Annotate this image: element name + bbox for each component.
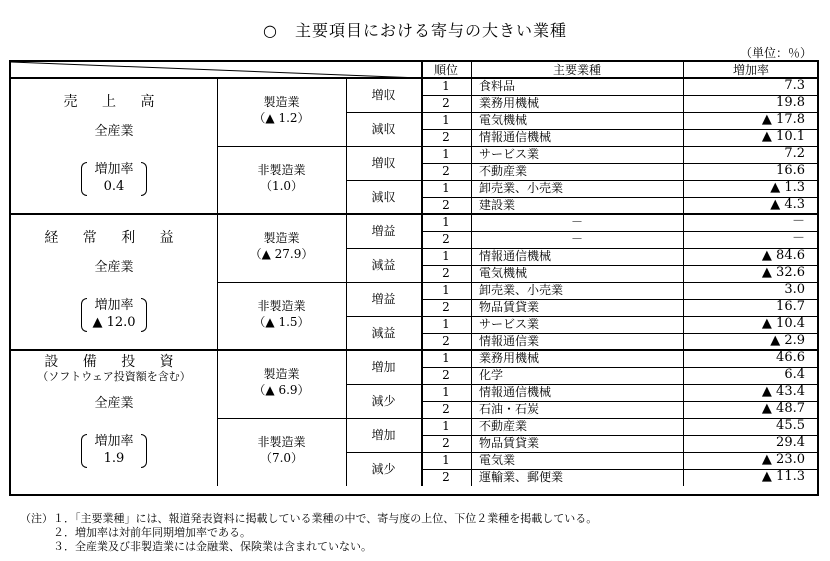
row-rank: 1: [442, 249, 450, 263]
group-name: 製造業: [263, 231, 300, 245]
row-industry: 化学: [479, 368, 504, 382]
row-rank: 1: [442, 181, 450, 195]
row-rate-value: ▲ 23.0: [761, 452, 805, 467]
row-industry: 不動産業: [479, 419, 528, 433]
row-rate-value: ▲ 48.7: [761, 401, 805, 416]
bracket-left: [81, 162, 87, 196]
row-rate-value: 16.7: [776, 299, 805, 314]
rate-value: ▲ 12.0: [92, 315, 136, 330]
direction-label: 減収: [371, 190, 396, 204]
bracket-right: [141, 298, 147, 332]
group-name: 非製造業: [257, 435, 306, 449]
row-rank: 1: [442, 215, 450, 229]
direction-label: 減少: [371, 462, 396, 476]
rate-label: 増加率: [94, 298, 134, 313]
direction-label: 増益: [371, 292, 396, 306]
row-rate-value: －: [791, 231, 805, 246]
direction-label: 減益: [371, 326, 396, 340]
row-rank: 2: [442, 266, 450, 280]
row-industry: －: [570, 215, 583, 229]
row-rate-value: 3.0: [784, 282, 805, 297]
row-rate-value: ▲ 10.1: [761, 129, 805, 144]
row-rank: 1: [442, 419, 450, 433]
row-rank: 2: [442, 368, 450, 382]
direction-label: 増益: [371, 224, 396, 238]
row-rank: 1: [442, 283, 450, 297]
row-rate-value: ▲ 2.9: [770, 333, 805, 348]
row-rate-value: ▲ 32.6: [761, 265, 805, 280]
row-rank: 1: [442, 351, 450, 365]
row-rank: 1: [442, 453, 450, 467]
row-rate-value: 16.6: [776, 163, 805, 178]
direction-label: 減少: [371, 394, 396, 408]
row-rank: 2: [442, 164, 450, 178]
bracket-right: [141, 162, 147, 196]
column-divider: [471, 62, 472, 486]
section-scope: 全産業: [94, 396, 134, 411]
row-rank: 1: [442, 113, 450, 127]
row-rank: 1: [442, 147, 450, 161]
row-industry: －: [570, 232, 583, 246]
row-rank: 2: [442, 130, 450, 144]
section-title: 売 上 高: [63, 94, 165, 110]
group-rate: （▲ 27.9）: [249, 247, 314, 261]
row-rank: 2: [442, 436, 450, 450]
group-name: 製造業: [263, 367, 300, 381]
row-industry: 運輸業、郵便業: [479, 470, 564, 484]
group-rate: （▲ 1.2）: [253, 111, 310, 125]
unit-label: （単位：％）: [739, 46, 812, 60]
direction-label: 増加: [371, 360, 396, 374]
row-rate-value: ▲ 4.3: [770, 197, 805, 212]
row-industry: 情報通信機械: [479, 249, 552, 263]
row-rate-value: ▲ 84.6: [761, 248, 805, 263]
direction-label: 増収: [371, 88, 396, 102]
note-item: ３．全産業及び非製造業には金融業、保険業は含まれていない。: [20, 540, 372, 553]
row-rank: 2: [442, 470, 450, 484]
header-rank: 順位: [433, 63, 458, 77]
row-industry: サービス業: [479, 147, 540, 161]
row-rate-value: ▲ 1.3: [770, 180, 805, 195]
row-rate-value: 45.5: [776, 418, 805, 433]
row-industry: 卸売業、小売業: [479, 181, 564, 195]
note-item: ２．増加率は対前年同期増加率である。: [20, 526, 251, 539]
row-rank: 2: [442, 198, 450, 212]
row-industry: 電気機械: [479, 266, 528, 280]
row-rate-value: 46.6: [776, 350, 805, 365]
row-rank: 1: [442, 79, 450, 93]
row-rank: 1: [442, 317, 450, 331]
group-rate: （▲ 1.5）: [253, 315, 310, 329]
header-industry: 主要業種: [552, 63, 601, 77]
rate-label: 増加率: [94, 162, 134, 177]
rate-value: 1.9: [103, 451, 125, 466]
row-rank: 2: [442, 96, 450, 110]
row-industry: 卸売業、小売業: [479, 283, 564, 297]
section-scope: 全産業: [94, 124, 134, 139]
group-name: 非製造業: [257, 299, 306, 313]
row-rank: 2: [442, 232, 450, 246]
row-industry: サービス業: [479, 317, 540, 331]
row-rank: 2: [442, 334, 450, 348]
section-title: 経 常 利 益: [44, 230, 184, 246]
section-title: 設 備 投 資: [44, 354, 184, 370]
group-name: 非製造業: [257, 163, 306, 177]
row-rate-value: 7.2: [784, 146, 805, 161]
row-industry: 業務用機械: [479, 351, 540, 365]
direction-label: 増収: [371, 156, 396, 170]
row-industry: 情報通信機械: [479, 385, 552, 399]
row-industry: 建設業: [479, 198, 516, 212]
row-rate-value: 7.3: [784, 78, 805, 93]
header-diagonal: [11, 62, 421, 78]
direction-label: 減収: [371, 122, 396, 136]
direction-label: 増加: [371, 428, 396, 442]
row-rate-value: ▲ 10.4: [761, 316, 805, 331]
row-industry: 不動産業: [479, 164, 528, 178]
row-industry: 物品賃貸業: [479, 436, 540, 450]
data-table: [9, 60, 819, 496]
rate-label: 増加率: [94, 434, 134, 449]
row-industry: 電気業: [479, 453, 516, 467]
row-rate-value: ▲ 11.3: [761, 469, 805, 484]
note-item: （注）１．「主要業種」には、報道発表資料に掲載している業種の中で、寄与度の上位、下位２業種を掲載している。: [20, 512, 598, 525]
row-rate-value: 29.4: [776, 435, 805, 450]
direction-label: 減益: [371, 258, 396, 272]
row-industry: 石油・石炭: [479, 402, 540, 416]
row-rate-value: 6.4: [784, 367, 805, 382]
row-rate-value: ▲ 43.4: [761, 384, 805, 399]
row-rate-value: ▲ 17.8: [761, 112, 805, 127]
row-rank: 2: [442, 402, 450, 416]
row-rate-value: －: [791, 214, 805, 229]
group-rate: （1.0）: [259, 179, 304, 193]
group-name: 製造業: [263, 95, 300, 109]
section-scope: 全産業: [94, 260, 134, 275]
rate-value: 0.4: [103, 179, 125, 194]
row-industry: 物品賃貸業: [479, 300, 540, 314]
row-industry: 情報通信機械: [479, 130, 552, 144]
row-industry: 業務用機械: [479, 96, 540, 110]
row-industry: 情報通信業: [479, 334, 540, 348]
row-rank: 2: [442, 300, 450, 314]
bracket-left: [81, 434, 87, 468]
bracket-right: [141, 434, 147, 468]
section-subtitle: （ソフトウェア投資額を含む）: [37, 370, 191, 383]
group-rate: （▲ 6.9）: [253, 383, 310, 397]
row-industry: 電気機械: [479, 113, 528, 127]
header-rate: 増加率: [732, 63, 769, 77]
bracket-left: [81, 298, 87, 332]
notes: [20, 512, 597, 554]
group-rate: （7.0）: [259, 451, 304, 465]
row-rank: 1: [442, 385, 450, 399]
row-industry: 食料品: [479, 79, 516, 93]
page-title: ○ 主要項目における寄与の大きい業種: [263, 21, 567, 40]
row-rate-value: 19.8: [776, 95, 805, 110]
